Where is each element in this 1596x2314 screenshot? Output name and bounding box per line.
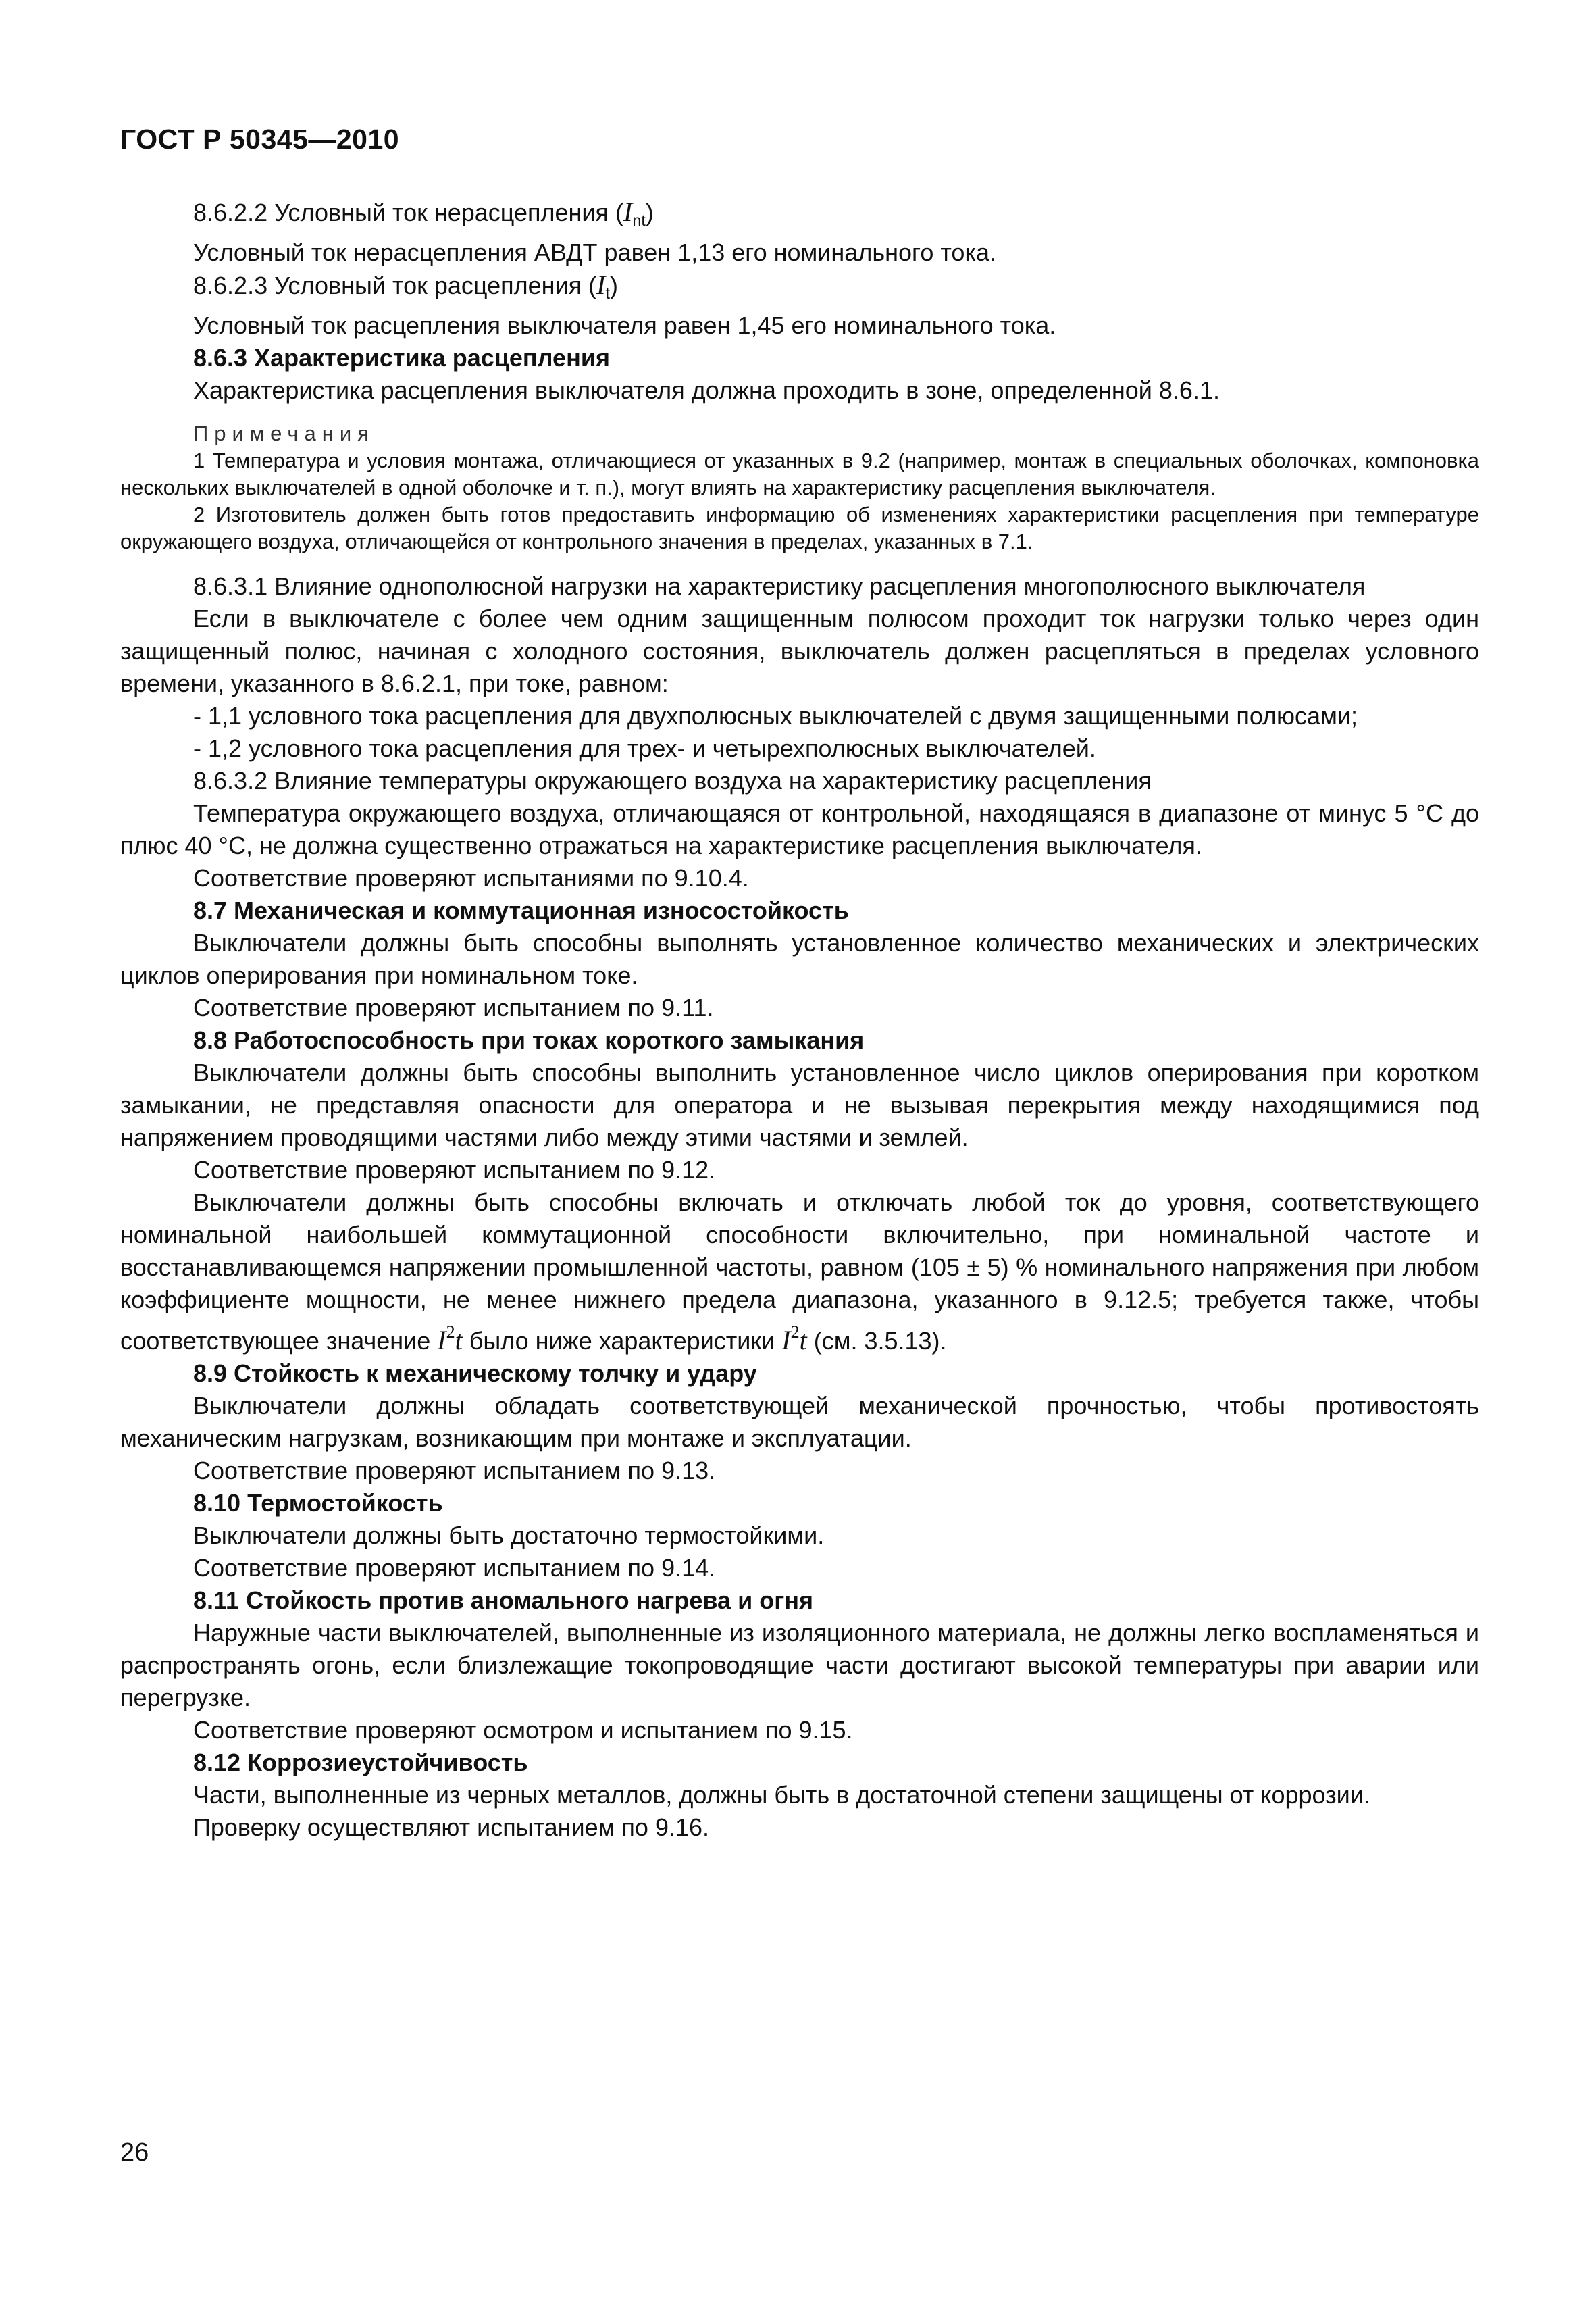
paragraph: Характеристика расцепления выключателя должна проходить в зоне, определенной 8.6.1. (193, 376, 1220, 405)
i2t-time: t (455, 1324, 463, 1355)
document-body (120, 196, 1479, 1844)
paragraph: Выключатели должны обладать соответствующей механической прочностью, чтобы противостоять механическим нагрузкам, возникающим при монтаже и эксплуатации. (120, 1391, 1479, 1452)
i2t-exponent: 2 (446, 1322, 455, 1342)
i2t-var: I (437, 1324, 446, 1355)
section-heading: 8.11 Стойкость против аномального нагрева и огня (193, 1586, 813, 1614)
notes-title: Примечания (193, 422, 375, 446)
notes-block (120, 420, 1479, 555)
clause-text: 8.6.2.3 Условный ток расцепления ( (193, 272, 597, 300)
paragraph: Части, выполненные из черных металлов, должны быть в достаточной степени защищены от коррозии. (193, 1780, 1370, 1809)
section-heading: 8.9 Стойкость к механическому толчку и удару (193, 1359, 757, 1387)
page-number: 26 (120, 2138, 149, 2167)
paragraph: Соответствие проверяют испытанием по 9.14. (193, 1553, 716, 1582)
paragraph: Соответствие проверяют испытанием по 9.13. (193, 1456, 716, 1484)
current-subscript: nt (632, 211, 646, 230)
i2t-symbol (437, 1322, 463, 1355)
current-symbol: I (596, 270, 606, 301)
clause-text: 8.6.2.2 Условный ток нерасцепления ( (193, 199, 624, 226)
section-heading: 8.6.3 Характеристика расцепления (193, 344, 610, 372)
paragraph: Соответствие проверяют испытанием по 9.11. (193, 994, 714, 1022)
document-header: ГОСТ Р 50345—2010 (120, 124, 400, 155)
i2t-symbol (781, 1322, 807, 1355)
clause-8-6-2-3 (120, 269, 1479, 309)
i2t-exponent: 2 (790, 1322, 800, 1342)
paragraph: 8.6.3.1 Влияние однополюсной нагрузки на характеристику расцепления многополюсного выключателя (193, 572, 1366, 601)
paragraph: Соответствие проверяют испытанием по 9.12. (193, 1156, 716, 1184)
paragraph: Выключатели должны быть способны выполнять установленное количество механических и электрических циклов оперирования при номинальном токе. (120, 929, 1479, 990)
note-item: 2 Изготовитель должен быть готов предоставить информацию об изменениях характеристики расцепления при температуре окружающего воздуха, отличающейся от контрольного значения в пределах, указанных в 7.1. (120, 503, 1479, 554)
paragraph: Наружные части выключателей, выполненные из изоляционного материала, не должны легко воспламеняться и распространять огонь, если близлежащие токопроводящие части достигают высокой температуры при аварии или перегрузке. (120, 1618, 1479, 1711)
paragraph-text: было ниже характеристики (462, 1326, 782, 1355)
paragraph: Если в выключателе с более чем одним защищенным полюсом проходит ток нагрузки только через один защищенный полюс, начиная с холодного состояния, выключатель должен расцепляться в пределах условного времени, указанного в 8.6.2.1, при токе, равном: (120, 605, 1479, 698)
list-item: - 1,2 условного тока расцепления для трех- и четырехполюсных выключателей. (193, 734, 1096, 763)
paragraph: Выключатели должны быть способны выполнить установленное число циклов оперирования при коротком замыкании, не представляя опасности для оператора и не вызывая перекрытия между находящимися под напряжением проводящими частями либо между этими частями и землей. (120, 1059, 1479, 1152)
note-item: 1 Температура и условия монтажа, отличающиеся от указанных в 9.2 (например, монтаж в специальных оболочках, компоновка нескольких выключателей в одной оболочке и т. п.), могут влиять на характеристику расцепления выключателя. (120, 449, 1479, 500)
paragraph-text: Выключатели должны быть способны включать и отключать любой ток до уровня, соответствующего номинальной наибольшей коммутационной способности включительно, при номинальной частоте и восстанавливающемся напряжении промышленной частоты, равном (105 ± 5) % номинального напряжения при любом коэффициенте мощности, не менее нижнего предела диапазона, указанного в 9.12.5; требуется также, чтобы соответствующее значение (120, 1188, 1479, 1355)
clause-text-end: ) (609, 272, 618, 300)
paragraph (120, 1186, 1479, 1357)
paragraph: 8.6.3.2 Влияние температуры окружающего воздуха на характеристику расцепления (193, 767, 1152, 795)
section-heading: 8.12 Коррозиеустойчивость (193, 1748, 528, 1776)
section-heading: 8.10 Термостойкость (193, 1488, 443, 1517)
paragraph: Температура окружающего воздуха, отличающаяся от контрольной, находящаяся в диапазоне от минус 5 °С до плюс 40 °С, не должна существенно отражаться на характеристике расцепления выключателя. (120, 799, 1479, 860)
paragraph: Проверку осуществляют испытанием по 9.16. (193, 1813, 710, 1841)
paragraph: Условный ток расцепления выключателя равен 1,45 его номинального тока. (193, 311, 1056, 340)
current-subscript: t (605, 284, 610, 303)
current-symbol: I (623, 197, 633, 227)
section-heading: 8.8 Работоспособность при токах короткого замыкания (193, 1026, 865, 1055)
paragraph: Условный ток нерасцепления АВДТ равен 1,13 его номинального тока. (193, 238, 997, 267)
list-item: - 1,1 условного тока расцепления для двухполюсных выключателей с двумя защищенными полюсами; (193, 702, 1358, 730)
clause-text-end: ) (645, 199, 654, 226)
clause-8-6-2-2 (120, 196, 1479, 236)
paragraph: Соответствие проверяют испытаниями по 9.10.4. (193, 864, 749, 892)
section-heading: 8.7 Механическая и коммутационная износостойкость (193, 897, 849, 925)
i2t-time: t (799, 1324, 807, 1355)
paragraph: Соответствие проверяют осмотром и испытанием по 9.15. (193, 1715, 853, 1744)
paragraph: Выключатели должны быть достаточно термостойкими. (193, 1521, 825, 1549)
paragraph-text: (см. 3.5.13). (806, 1326, 947, 1355)
i2t-var: I (781, 1324, 791, 1355)
